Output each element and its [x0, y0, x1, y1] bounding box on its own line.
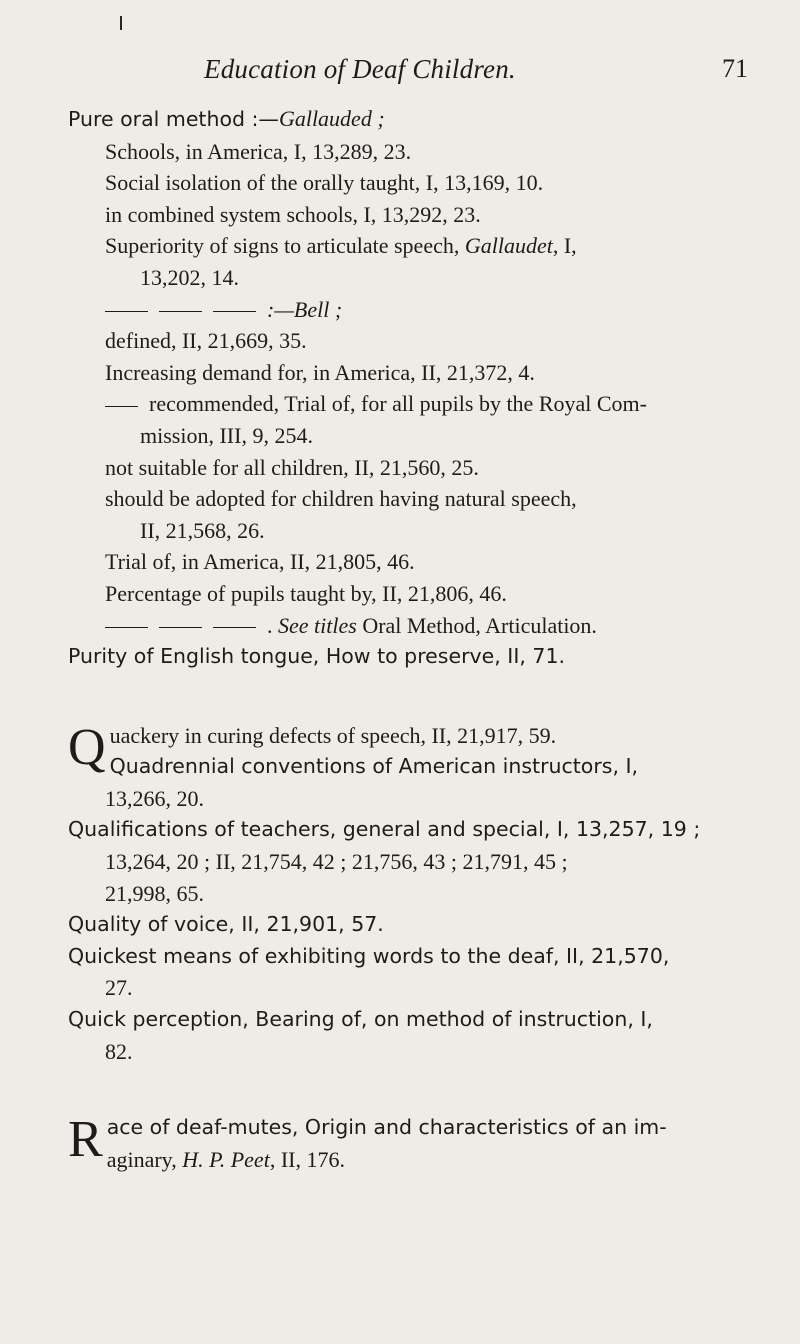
entry-line: 21,998, 65.	[105, 880, 204, 906]
section-q	[68, 720, 768, 783]
entry-line: Qualifications of teachers, general and special, I, 13,257, 19 ;	[68, 817, 701, 842]
page-number: 71	[722, 54, 748, 83]
entry-line: Schools, in America, I, 13,289, 23.	[105, 138, 412, 164]
index-entries	[68, 103, 768, 1175]
entry-author: :—Bell ;	[267, 296, 343, 322]
entry-line: Quadrennial conventions of American instructors, I,	[109, 754, 639, 779]
entry-text: , II, 176.	[269, 1146, 345, 1172]
drop-cap-q: Q	[68, 719, 106, 776]
entry-line	[68, 388, 768, 420]
ditto-dashes	[105, 294, 267, 326]
entry-line: 13,202, 14.	[140, 264, 239, 290]
entry-text: Oral Method, Articulation.	[356, 612, 597, 638]
entry-line: 13,266, 20.	[105, 785, 204, 811]
entry-text: , I,	[552, 233, 577, 259]
entry-line: Percentage of pupils taught by, II, 21,806, 46.	[105, 580, 507, 606]
entry-line: Quick perception, Bearing of, on method of instruction, I,	[68, 1007, 653, 1032]
entry-line-see	[68, 610, 768, 642]
margin-mark	[120, 16, 122, 30]
entry-text: aginary,	[106, 1146, 183, 1172]
entry-line: II, 21,568, 26.	[140, 517, 265, 543]
entry-line: Quickest means of exhibiting words to the deaf, II, 21,570,	[68, 943, 670, 968]
entry-line: ace of deaf-mutes, Origin and characteristics of an im-	[106, 1115, 667, 1140]
entry-line	[68, 1144, 768, 1176]
section-r	[68, 1112, 768, 1175]
running-title: Education of Deaf Children.	[204, 54, 516, 84]
entry-line: should be adopted for children having natural speech,	[105, 486, 577, 512]
entry-line: Trial of, in America, II, 21,805, 46.	[105, 549, 415, 575]
page-header	[0, 54, 800, 94]
entry-line: 27.	[105, 975, 133, 1001]
entry-line: Social isolation of the orally taught, I, 13,169, 10.	[105, 170, 544, 196]
entry-purity: Purity of English tongue, How to preserve, II, 71.	[68, 644, 566, 669]
entry-line	[68, 230, 768, 262]
entry-line: not suitable for all children, II, 21,560, 25.	[105, 454, 479, 480]
entry-heading: Pure oral method :—	[68, 107, 279, 131]
entry-line: Quality of voice, II, 21,901, 57.	[68, 912, 384, 937]
entry-line: 13,264, 20 ; II, 21,754, 42 ; 21,756, 43 ; 21,791, 45 ;	[105, 849, 568, 875]
entry-line: uackery in curing defects of speech, II, 21,917, 59.	[109, 722, 557, 748]
drop-cap-r: R	[68, 1112, 103, 1169]
entry-author: Gallaudet	[464, 233, 553, 259]
entry-line: in combined system schools, I, 13,292, 23.	[105, 201, 481, 227]
entry-text: .	[267, 612, 278, 638]
entry-line: Increasing demand for, in America, II, 21,372, 4.	[105, 359, 535, 385]
entry-line: defined, II, 21,669, 35.	[105, 328, 307, 354]
see-titles: See titles	[278, 612, 357, 638]
entry-text: Superiority of signs to articulate speech,	[105, 233, 465, 259]
entry-line-bell	[68, 294, 768, 326]
entry-author: H. P. Peet	[182, 1146, 270, 1172]
entry-author: Gallauded ;	[278, 106, 385, 131]
ditto-dashes	[105, 610, 267, 642]
entry-pure-oral-heading	[68, 103, 768, 136]
entry-text: recommended, Trial of, for all pupils by the Royal Com-	[149, 391, 647, 417]
ditto-dash	[105, 406, 138, 407]
entry-line: 82.	[105, 1038, 133, 1064]
entry-line: mission, III, 9, 254.	[140, 422, 313, 448]
